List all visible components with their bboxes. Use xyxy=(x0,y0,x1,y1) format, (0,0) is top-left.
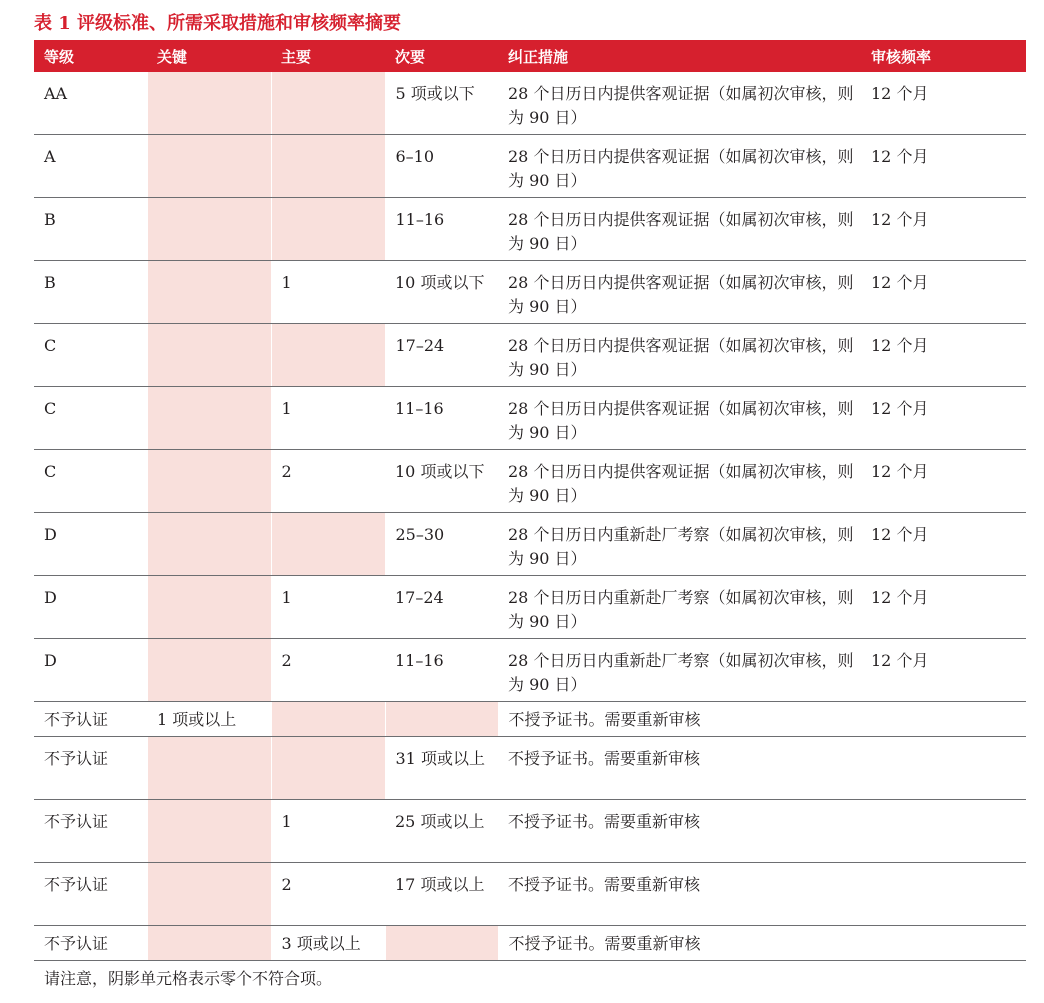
cell-frequency: 12 个月 xyxy=(861,261,1026,324)
cell-minor: 10 项或以下 xyxy=(385,261,498,324)
cell-frequency: 12 个月 xyxy=(861,324,1026,387)
cell-major: 1 xyxy=(271,261,385,324)
cell-critical xyxy=(147,198,271,261)
cell-frequency: 12 个月 xyxy=(861,576,1026,639)
cell-minor: 17–24 xyxy=(385,324,498,387)
cell-frequency: 12 个月 xyxy=(861,198,1026,261)
table-row xyxy=(34,198,1026,261)
cell-frequency xyxy=(861,737,1026,800)
cell-action: 不授予证书。需要重新审核 xyxy=(498,702,861,737)
document xyxy=(34,0,1026,991)
cell-critical xyxy=(147,800,271,863)
table-row xyxy=(34,72,1026,135)
cell-minor: 31 项或以上 xyxy=(385,737,498,800)
header-grade: 等级 xyxy=(34,40,147,72)
cell-critical xyxy=(147,863,271,926)
header-minor: 次要 xyxy=(385,40,498,72)
cell-critical: 1 项或以上 xyxy=(147,702,271,737)
table-row xyxy=(34,702,1026,737)
cell-minor: 17 项或以上 xyxy=(385,863,498,926)
cell-minor: 25–30 xyxy=(385,513,498,576)
cell-minor: 5 项或以下 xyxy=(385,72,498,135)
cell-frequency: 12 个月 xyxy=(861,135,1026,198)
cell-action: 28 个日历日内提供客观证据（如属初次审核，则为 90 日） xyxy=(498,198,861,261)
table-row xyxy=(34,639,1026,702)
cell-major: 2 xyxy=(271,450,385,513)
cell-action: 28 个日历日内提供客观证据（如属初次审核，则为 90 日） xyxy=(498,135,861,198)
table-caption: 表 1 评级标准、所需采取措施和审核频率摘要 xyxy=(34,13,402,34)
cell-major xyxy=(271,737,385,800)
cell-critical xyxy=(147,135,271,198)
cell-grade: C xyxy=(34,387,147,450)
cell-major xyxy=(271,198,385,261)
cell-grade: 不予认证 xyxy=(34,702,147,737)
cell-minor: 6–10 xyxy=(385,135,498,198)
cell-major xyxy=(271,324,385,387)
cell-action: 28 个日历日内提供客观证据（如属初次审核，则为 90 日） xyxy=(498,324,861,387)
cell-action: 28 个日历日内提供客观证据（如属初次审核，则为 90 日） xyxy=(498,72,861,135)
cell-frequency: 12 个月 xyxy=(861,450,1026,513)
cell-major: 3 项或以上 xyxy=(271,926,385,961)
cell-minor: 17–24 xyxy=(385,576,498,639)
cell-grade: B xyxy=(34,261,147,324)
rating-table xyxy=(34,40,1026,961)
cell-frequency: 12 个月 xyxy=(861,387,1026,450)
table-row xyxy=(34,387,1026,450)
cell-critical xyxy=(147,387,271,450)
cell-critical xyxy=(147,926,271,961)
cell-frequency: 12 个月 xyxy=(861,513,1026,576)
table-row xyxy=(34,800,1026,863)
cell-grade: 不予认证 xyxy=(34,800,147,863)
table-row xyxy=(34,261,1026,324)
cell-action: 28 个日历日内提供客观证据（如属初次审核，则为 90 日） xyxy=(498,450,861,513)
cell-frequency: 12 个月 xyxy=(861,72,1026,135)
cell-grade: D xyxy=(34,639,147,702)
cell-critical xyxy=(147,737,271,800)
cell-grade: 不予认证 xyxy=(34,737,147,800)
table-footnote: 请注意，阴影单元格表示零个不符合项。 xyxy=(44,969,333,988)
cell-minor xyxy=(385,702,498,737)
cell-grade: D xyxy=(34,576,147,639)
header-action: 纠正措施 xyxy=(498,40,861,72)
header-frequency: 审核频率 xyxy=(861,40,1026,72)
cell-minor: 10 项或以下 xyxy=(385,450,498,513)
table-row xyxy=(34,513,1026,576)
cell-action: 28 个日历日内重新赴厂考察（如属初次审核，则 为 90 日） xyxy=(498,639,861,702)
cell-critical xyxy=(147,450,271,513)
cell-grade: D xyxy=(34,513,147,576)
cell-grade: 不予认证 xyxy=(34,926,147,961)
cell-major xyxy=(271,702,385,737)
cell-major: 1 xyxy=(271,576,385,639)
cell-frequency xyxy=(861,926,1026,961)
cell-grade: AA xyxy=(34,72,147,135)
cell-action: 28 个日历日内提供客观证据（如属初次审核，则为 90 日） xyxy=(498,387,861,450)
cell-frequency xyxy=(861,800,1026,863)
cell-minor: 25 项或以上 xyxy=(385,800,498,863)
cell-major: 2 xyxy=(271,863,385,926)
table-row xyxy=(34,737,1026,800)
cell-critical xyxy=(147,72,271,135)
cell-grade: B xyxy=(34,198,147,261)
cell-action: 28 个日历日内重新赴厂考察（如属初次审核，则 为 90 日） xyxy=(498,513,861,576)
cell-minor xyxy=(385,926,498,961)
cell-major xyxy=(271,72,385,135)
cell-critical xyxy=(147,513,271,576)
cell-major xyxy=(271,513,385,576)
cell-action: 不授予证书。需要重新审核 xyxy=(498,737,861,800)
cell-frequency xyxy=(861,863,1026,926)
cell-major: 2 xyxy=(271,639,385,702)
cell-minor: 11–16 xyxy=(385,198,498,261)
cell-grade: 不予认证 xyxy=(34,863,147,926)
cell-action: 不授予证书。需要重新审核 xyxy=(498,863,861,926)
cell-major xyxy=(271,135,385,198)
header-row xyxy=(34,40,1026,72)
table-row xyxy=(34,324,1026,387)
table-row xyxy=(34,576,1026,639)
cell-action: 不授予证书。需要重新审核 xyxy=(498,926,861,961)
cell-frequency: 12 个月 xyxy=(861,639,1026,702)
cell-action: 28 个日历日内提供客观证据（如属初次审核，则为 90 日） xyxy=(498,261,861,324)
table-row xyxy=(34,863,1026,926)
cell-minor: 11–16 xyxy=(385,387,498,450)
header-major: 主要 xyxy=(271,40,385,72)
cell-major: 1 xyxy=(271,387,385,450)
cell-major: 1 xyxy=(271,800,385,863)
cell-grade: A xyxy=(34,135,147,198)
cell-critical xyxy=(147,576,271,639)
cell-grade: C xyxy=(34,324,147,387)
cell-critical xyxy=(147,324,271,387)
cell-frequency xyxy=(861,702,1026,737)
table-row xyxy=(34,450,1026,513)
table-row xyxy=(34,926,1026,961)
table-row xyxy=(34,135,1026,198)
cell-grade: C xyxy=(34,450,147,513)
cell-critical xyxy=(147,639,271,702)
cell-action: 不授予证书。需要重新审核 xyxy=(498,800,861,863)
cell-critical xyxy=(147,261,271,324)
cell-minor: 11–16 xyxy=(385,639,498,702)
header-critical: 关键 xyxy=(147,40,271,72)
cell-action: 28 个日历日内重新赴厂考察（如属初次审核，则 为 90 日） xyxy=(498,576,861,639)
